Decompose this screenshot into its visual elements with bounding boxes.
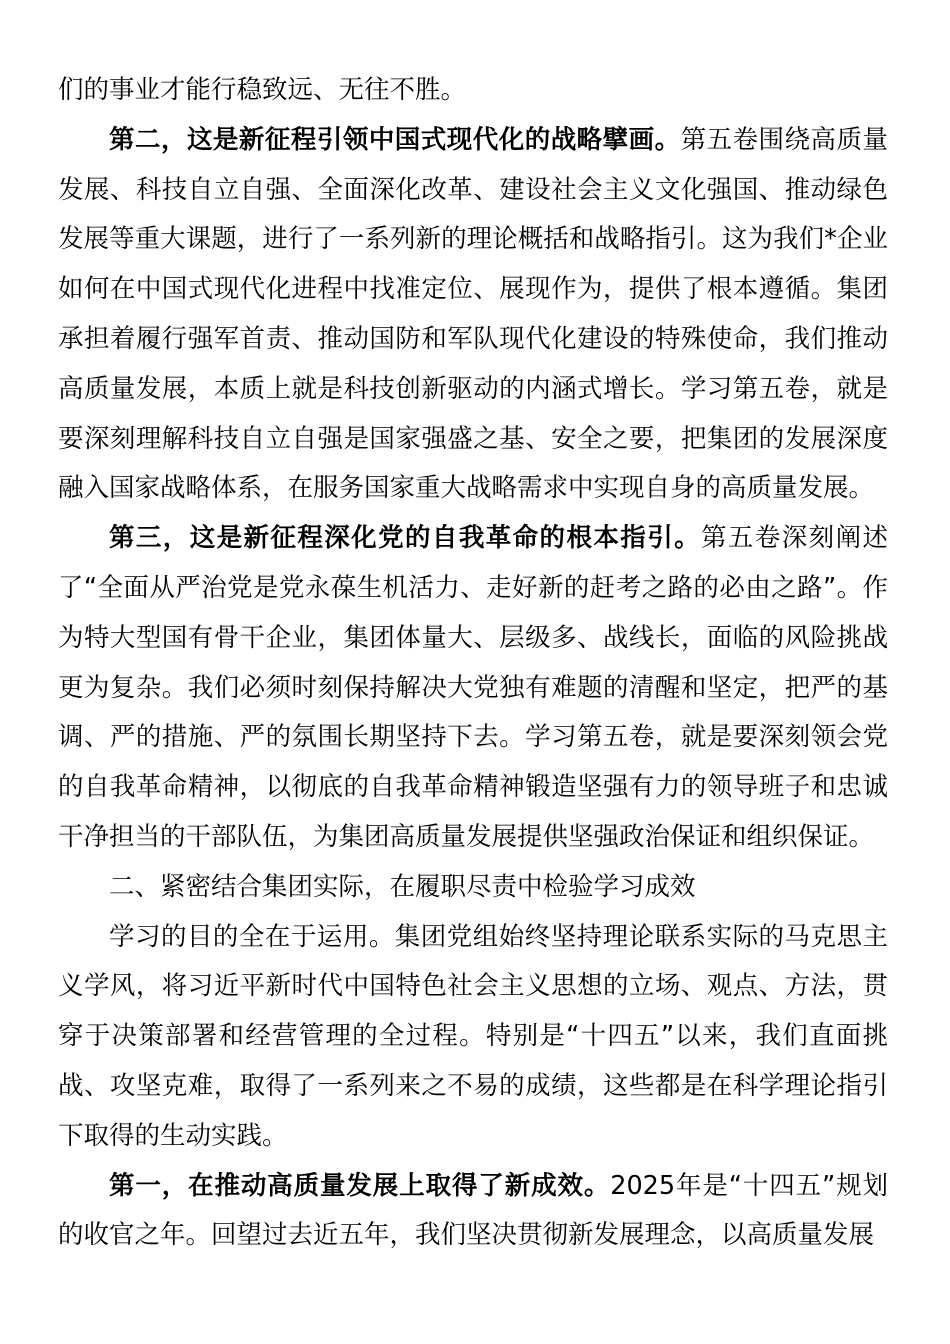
paragraph-first-achievement: [58, 1162, 888, 1262]
paragraph-section-intro: [58, 913, 888, 1162]
section-heading: [58, 863, 888, 913]
paragraph-text: 2025年是“十四五”规划的收官之年。回望过去近五年，我们坚决贯彻新发展理念，以高质量发展: [58, 1170, 888, 1251]
paragraph-lead-heading: 第二，这是新征程引领中国式现代化的战略擘画。: [109, 124, 681, 155]
paragraph-lead-heading: 第一，在推动高质量发展上取得了新成效。: [109, 1170, 611, 1201]
paragraph-second-point: [58, 116, 888, 514]
paragraph-text: 学习的目的全在于运用。集团党组始终坚持理论联系实际的马克思主义学风，将习近平新时代中国特色社会主义思想的立场、观点、方法，贯穿于决策部署和经营管理的全过程。特别是“十四五”以来，我们直面挑战、攻坚克难，取得了一系列来之不易的成绩，这些都是在科学理论指引下取得的生动实践。: [58, 921, 888, 1151]
section-heading-text: 二、紧密结合集团实际，在履职尽责中检验学习成效: [109, 871, 696, 902]
paragraph-text: 第五卷围绕高质量发展、科技自立自强、全面深化改革、建设社会主义文化强国、推动绿色发展等重大课题，进行了一系列新的理论概括和战略指引。这为我们*企业如何在中国式现代化进程中找准定位、展现作为，提供了根本遵循。集团承担着履行强军首责、推动国防和军队现代化建设的特殊使命，我们推动高质量发展，本质上就是科技创新驱动的内涵式增长。学习第五卷，就是要深刻理解科技自立自强是国家强盛之基、安全之要，把集团的发展深度融入国家战略体系，在服务国家重大战略需求中实现自身的高质量发展。: [58, 124, 888, 504]
paragraph-text: 第五卷深刻阐述了“全面从严治党是党永葆生机活力、走好新的赶考之路的必由之路”。作为特大型国有骨干企业，集团体量大、层级多、战线长，面临的风险挑战更为复杂。我们必须时刻保持解决大党独有难题的清醒和坚定，把严的基调、严的措施、严的氛围长期坚持下去。学习第五卷，就是要深刻领会党的自我革命精神，以彻底的自我革命精神锻造坚强有力的领导班子和忠诚干净担当的干部队伍，为集团高质量发展提供坚强政治保证和组织保证。: [58, 523, 888, 852]
paragraph-lead-heading: 第三，这是新征程深化党的自我革命的根本指引。: [109, 523, 702, 554]
paragraph-continuation: [58, 66, 888, 116]
paragraph-text: 们的事业才能行稳致远、无往不胜。: [58, 75, 467, 105]
paragraph-third-point: [58, 514, 888, 863]
